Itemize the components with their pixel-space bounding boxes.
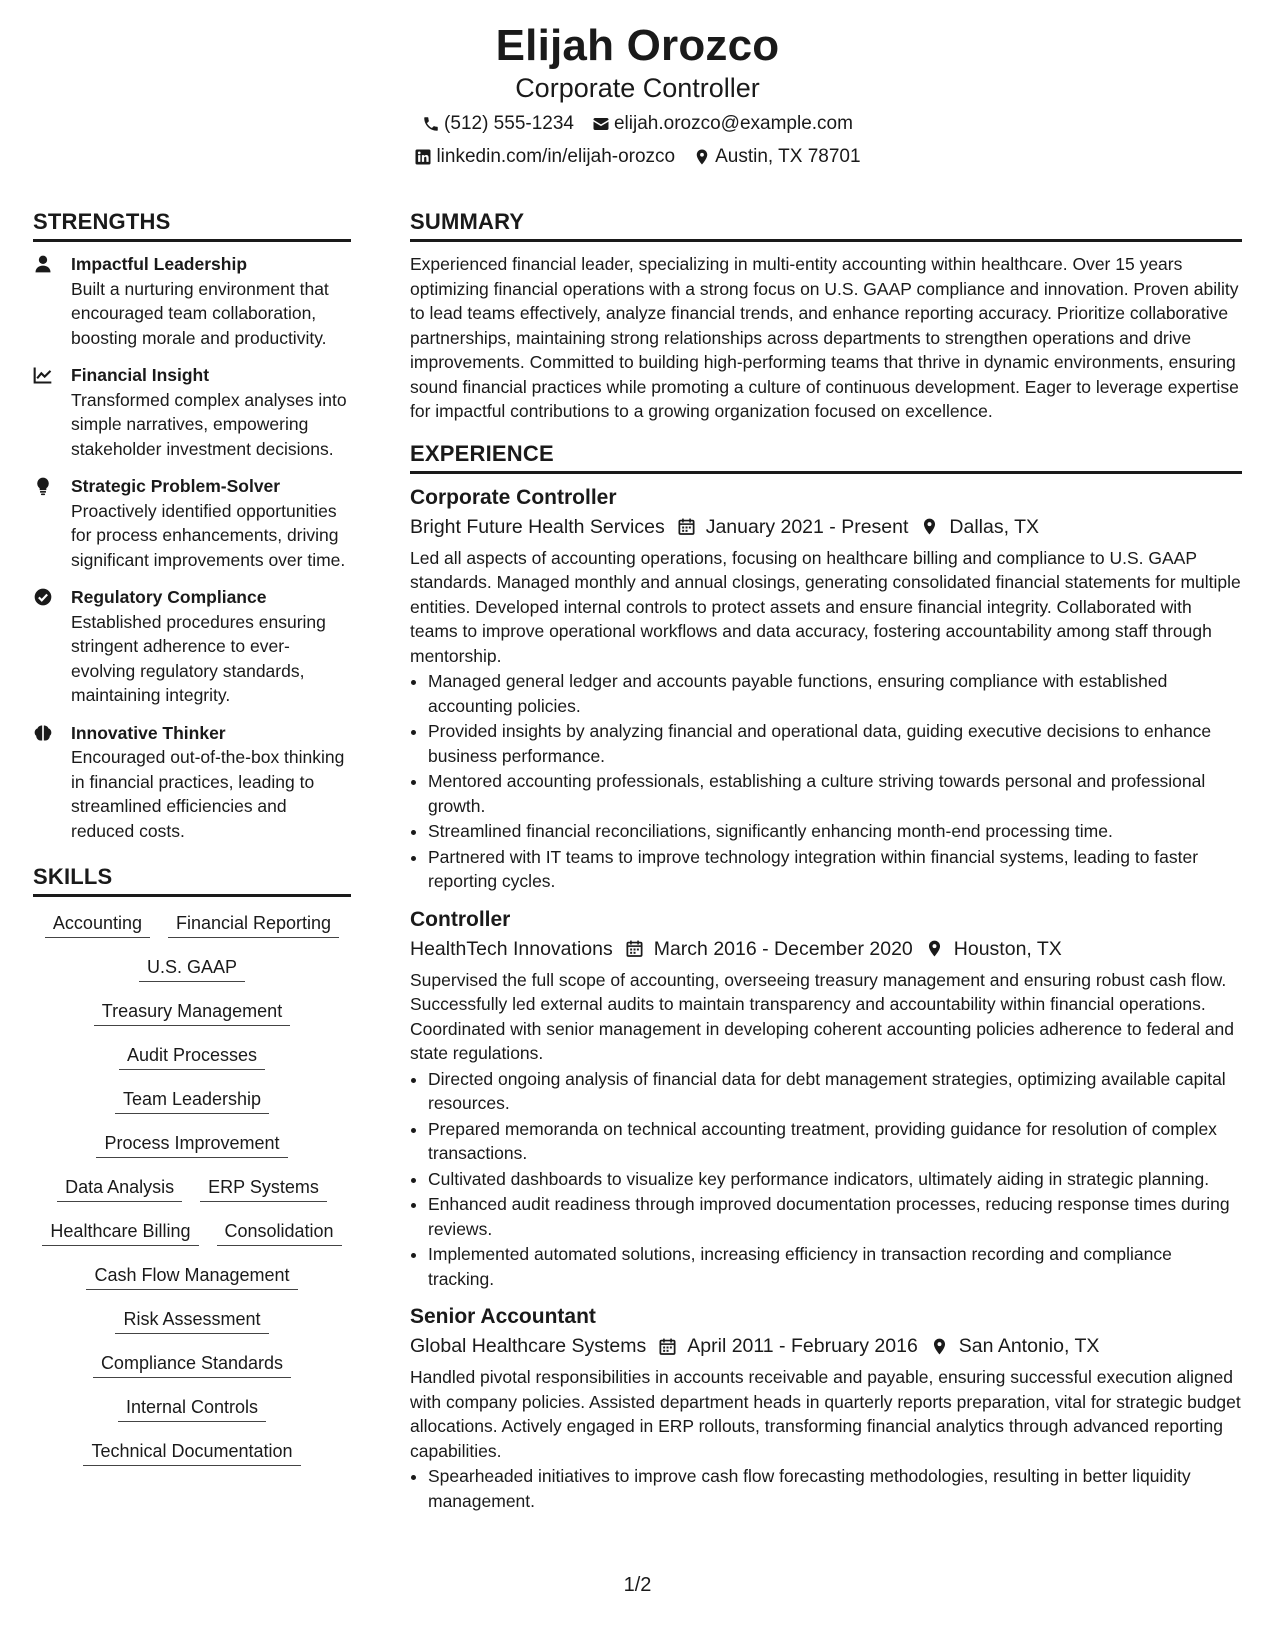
company-name: Global Healthcare Systems xyxy=(410,1335,647,1357)
experience-heading: EXPERIENCE xyxy=(410,440,1242,474)
check-circle-icon xyxy=(33,585,71,708)
skill-tag: ERP Systems xyxy=(200,1175,327,1202)
bullet-item: • Enhanced audit readiness through improved documentation processes, reducing response times during reviews. xyxy=(428,1192,1242,1241)
job-location xyxy=(925,934,1062,964)
map-pin-icon xyxy=(920,517,939,536)
phone-contact[interactable] xyxy=(422,112,574,136)
email-contact[interactable] xyxy=(592,112,853,136)
job-dates xyxy=(677,512,909,542)
dates-text: March 2016 - December 2020 xyxy=(653,937,913,960)
job-dates xyxy=(625,934,913,964)
candidate-title: Corporate Controller xyxy=(515,73,760,103)
strength-title: Innovative Thinker xyxy=(71,722,226,743)
skill-tag: Data Analysis xyxy=(57,1175,182,1202)
skill-tag: Financial Reporting xyxy=(168,911,339,938)
skill-tag: Treasury Management xyxy=(94,999,290,1026)
skills-list xyxy=(33,907,351,1466)
location-contact xyxy=(693,145,860,169)
bullet-item: • Cultivated dashboards to visualize key performance indicators, ultimately aiding in strategic planning. xyxy=(428,1167,1242,1192)
strength-title: Strategic Problem-Solver xyxy=(71,476,281,496)
location-text: Austin, TX 78701 xyxy=(715,146,861,167)
job-bullets xyxy=(410,669,1242,894)
skill-tag: U.S. GAAP xyxy=(139,955,245,982)
job-title: Controller xyxy=(410,907,511,931)
bullet-item: • Spearheaded initiatives to improve cash flow forecasting methodologies, resulting in better liquidity management. xyxy=(428,1464,1242,1513)
job-title: Corporate Controller xyxy=(410,485,617,509)
job-meta xyxy=(410,1331,1242,1361)
skill-tag: Internal Controls xyxy=(118,1395,266,1422)
summary-heading: SUMMARY xyxy=(410,208,1242,242)
job-meta xyxy=(410,934,1242,964)
strength-text: Proactively identified opportunities for process enhancements, driving significant improvements over time. xyxy=(71,500,346,570)
calendar-icon xyxy=(658,1337,677,1356)
job-location xyxy=(930,1331,1100,1361)
job-entry xyxy=(410,1303,1242,1513)
map-pin-icon xyxy=(693,148,711,166)
bullet-item: • Directed ongoing analysis of financial data for debt management strategies, optimizing available capital resources. xyxy=(428,1067,1242,1116)
dates-text: January 2021 - Present xyxy=(705,515,909,538)
skill-tag: Technical Documentation xyxy=(83,1439,300,1466)
linkedin-icon xyxy=(414,148,432,166)
job-bullets xyxy=(410,1067,1242,1292)
job-title: Senior Accountant xyxy=(410,1305,596,1328)
job-description: Handled pivotal responsibilities in accounts receivable and payable, ensuring successful execution aligned with company policies. Assisted department heads in quarterly reports preparation, vital for strategic budget allocations. Actively engaged in ERP rollouts, transforming financial analytics through advanced reporting capabilities. xyxy=(410,1367,1241,1461)
bullet-item: • Implemented automated solutions, increasing efficiency in transaction recording and compliance tracking. xyxy=(428,1242,1242,1291)
bullet-item: • Prepared memoranda on technical accounting treatment, providing guidance for resolution of complex transactions. xyxy=(428,1117,1242,1166)
job-entry xyxy=(410,484,1242,894)
strength-item xyxy=(33,363,351,461)
brain-icon xyxy=(33,721,71,844)
phone-text: (512) 555-1234 xyxy=(444,113,574,134)
job-location xyxy=(920,512,1039,542)
skill-tag: Cash Flow Management xyxy=(86,1263,297,1290)
contact-row-2 xyxy=(0,145,1275,169)
contact-row-1 xyxy=(0,112,1275,136)
job-meta xyxy=(410,512,1242,542)
strength-title: Financial Insight xyxy=(71,365,210,385)
map-pin-icon xyxy=(930,1337,949,1356)
calendar-icon xyxy=(677,517,696,536)
skill-tag: Accounting xyxy=(45,911,150,938)
strength-text: Transformed complex analyses into simple narratives, empowering stakeholder investment decisions. xyxy=(71,389,347,459)
skill-tag: Process Improvement xyxy=(96,1131,287,1158)
left-column xyxy=(33,208,351,1466)
calendar-icon xyxy=(625,939,644,958)
job-description: Supervised the full scope of accounting, overseeing treasury management and ensuring robust cash flow. Successfully led external audits to maintain transparency and accountability within financial operations. Coordinated with senior management in developing coherent accounting policies adherence to federal and state regulations. xyxy=(410,969,1235,1063)
skill-tag: Consolidation xyxy=(217,1219,342,1246)
linkedin-contact[interactable] xyxy=(414,145,675,169)
company-name: Bright Future Health Services xyxy=(410,515,665,538)
resume-header xyxy=(0,20,1275,169)
skill-tag: Compliance Standards xyxy=(93,1351,291,1378)
location-text: Houston, TX xyxy=(953,937,1062,960)
linkedin-text: linkedin.com/in/elijah-orozco xyxy=(436,146,676,167)
strength-item xyxy=(33,252,351,350)
right-column xyxy=(410,208,1242,1525)
bullet-item: • Streamlined financial reconciliations, significantly enhancing month-end processing time. xyxy=(428,819,1242,844)
skill-tag: Audit Processes xyxy=(119,1043,265,1070)
envelope-icon xyxy=(592,115,610,133)
skill-tag: Team Leadership xyxy=(115,1087,269,1114)
strength-item xyxy=(33,474,351,572)
strength-item xyxy=(33,585,351,708)
map-pin-icon xyxy=(925,939,944,958)
bullet-item: • Provided insights by analyzing financial and operational data, guiding executive decisions to enhance business performance. xyxy=(428,719,1242,768)
skills-heading: SKILLS xyxy=(33,863,351,897)
company-name: HealthTech Innovations xyxy=(410,937,613,960)
location-text: San Antonio, TX xyxy=(958,1335,1100,1357)
candidate-name: Elijah Orozco xyxy=(495,21,780,70)
user-icon xyxy=(33,252,71,350)
job-dates xyxy=(658,1331,918,1361)
bullet-item: • Mentored accounting professionals, establishing a culture striving towards personal and professional growth. xyxy=(428,769,1242,818)
job-entry xyxy=(410,906,1242,1292)
skill-tag: Risk Assessment xyxy=(115,1307,268,1334)
strengths-heading: STRENGTHS xyxy=(33,208,351,242)
location-text: Dallas, TX xyxy=(949,515,1039,538)
strength-item xyxy=(33,721,351,844)
job-description: Led all aspects of accounting operations, focusing on healthcare billing and compliance to U.S. GAAP standards. Managed monthly and annual closings, generating consolidated financial statements for multiple entities. Developed internal controls to protect assets and ensure financial integrity. Collaborated with teams to improve operational workflows and data accuracy, fostering accountability among staff through mentorship. xyxy=(410,547,1241,666)
strength-text: Built a nurturing environment that encouraged team collaboration, boosting morale and productivity. xyxy=(71,278,329,348)
summary-text: Experienced financial leader, specializing in multi-entity accounting within healthcare. Over 15 years optimizing financial operations with a strong focus on U.S. GAAP compliance and innovation. Proven ability to lead teams effectively, analyze financial trends, and enhance reporting accuracy. Prioritize collaborative partnerships, maintaining strong relationships across departments to strengthen operations and drive improvements. Committed to building high-performing teams that thrive in dynamic environments, ensuring sound financial practices while promoting a culture of continuous development. Eager to leverage expertise for impactful contributions to a growing organization focused on excellence. xyxy=(410,254,1239,421)
email-text: elijah.orozco@example.com xyxy=(613,113,853,134)
strength-text: Established procedures ensuring stringent adherence to ever-evolving regulatory standards, maintaining integrity. xyxy=(71,611,326,705)
bullet-item: • Managed general ledger and accounts payable functions, ensuring compliance with established accounting policies. xyxy=(428,669,1242,718)
skill-tag: Healthcare Billing xyxy=(42,1219,198,1246)
chart-line-icon xyxy=(33,363,71,461)
lightbulb-icon xyxy=(33,474,71,572)
job-bullets xyxy=(410,1464,1242,1513)
bullet-item: • Partnered with IT teams to improve technology integration within financial systems, leading to faster reporting cycles. xyxy=(428,845,1242,894)
strength-title: Impactful Leadership xyxy=(71,254,248,274)
dates-text: April 2011 - February 2016 xyxy=(687,1335,918,1357)
page-number: 1/2 xyxy=(623,1574,652,1596)
strength-title: Regulatory Compliance xyxy=(71,587,267,607)
strength-text: Encouraged out-of-the-box thinking in financial practices, leading to streamlined efficiencies and reduced costs. xyxy=(71,747,345,841)
phone-icon xyxy=(422,115,440,133)
